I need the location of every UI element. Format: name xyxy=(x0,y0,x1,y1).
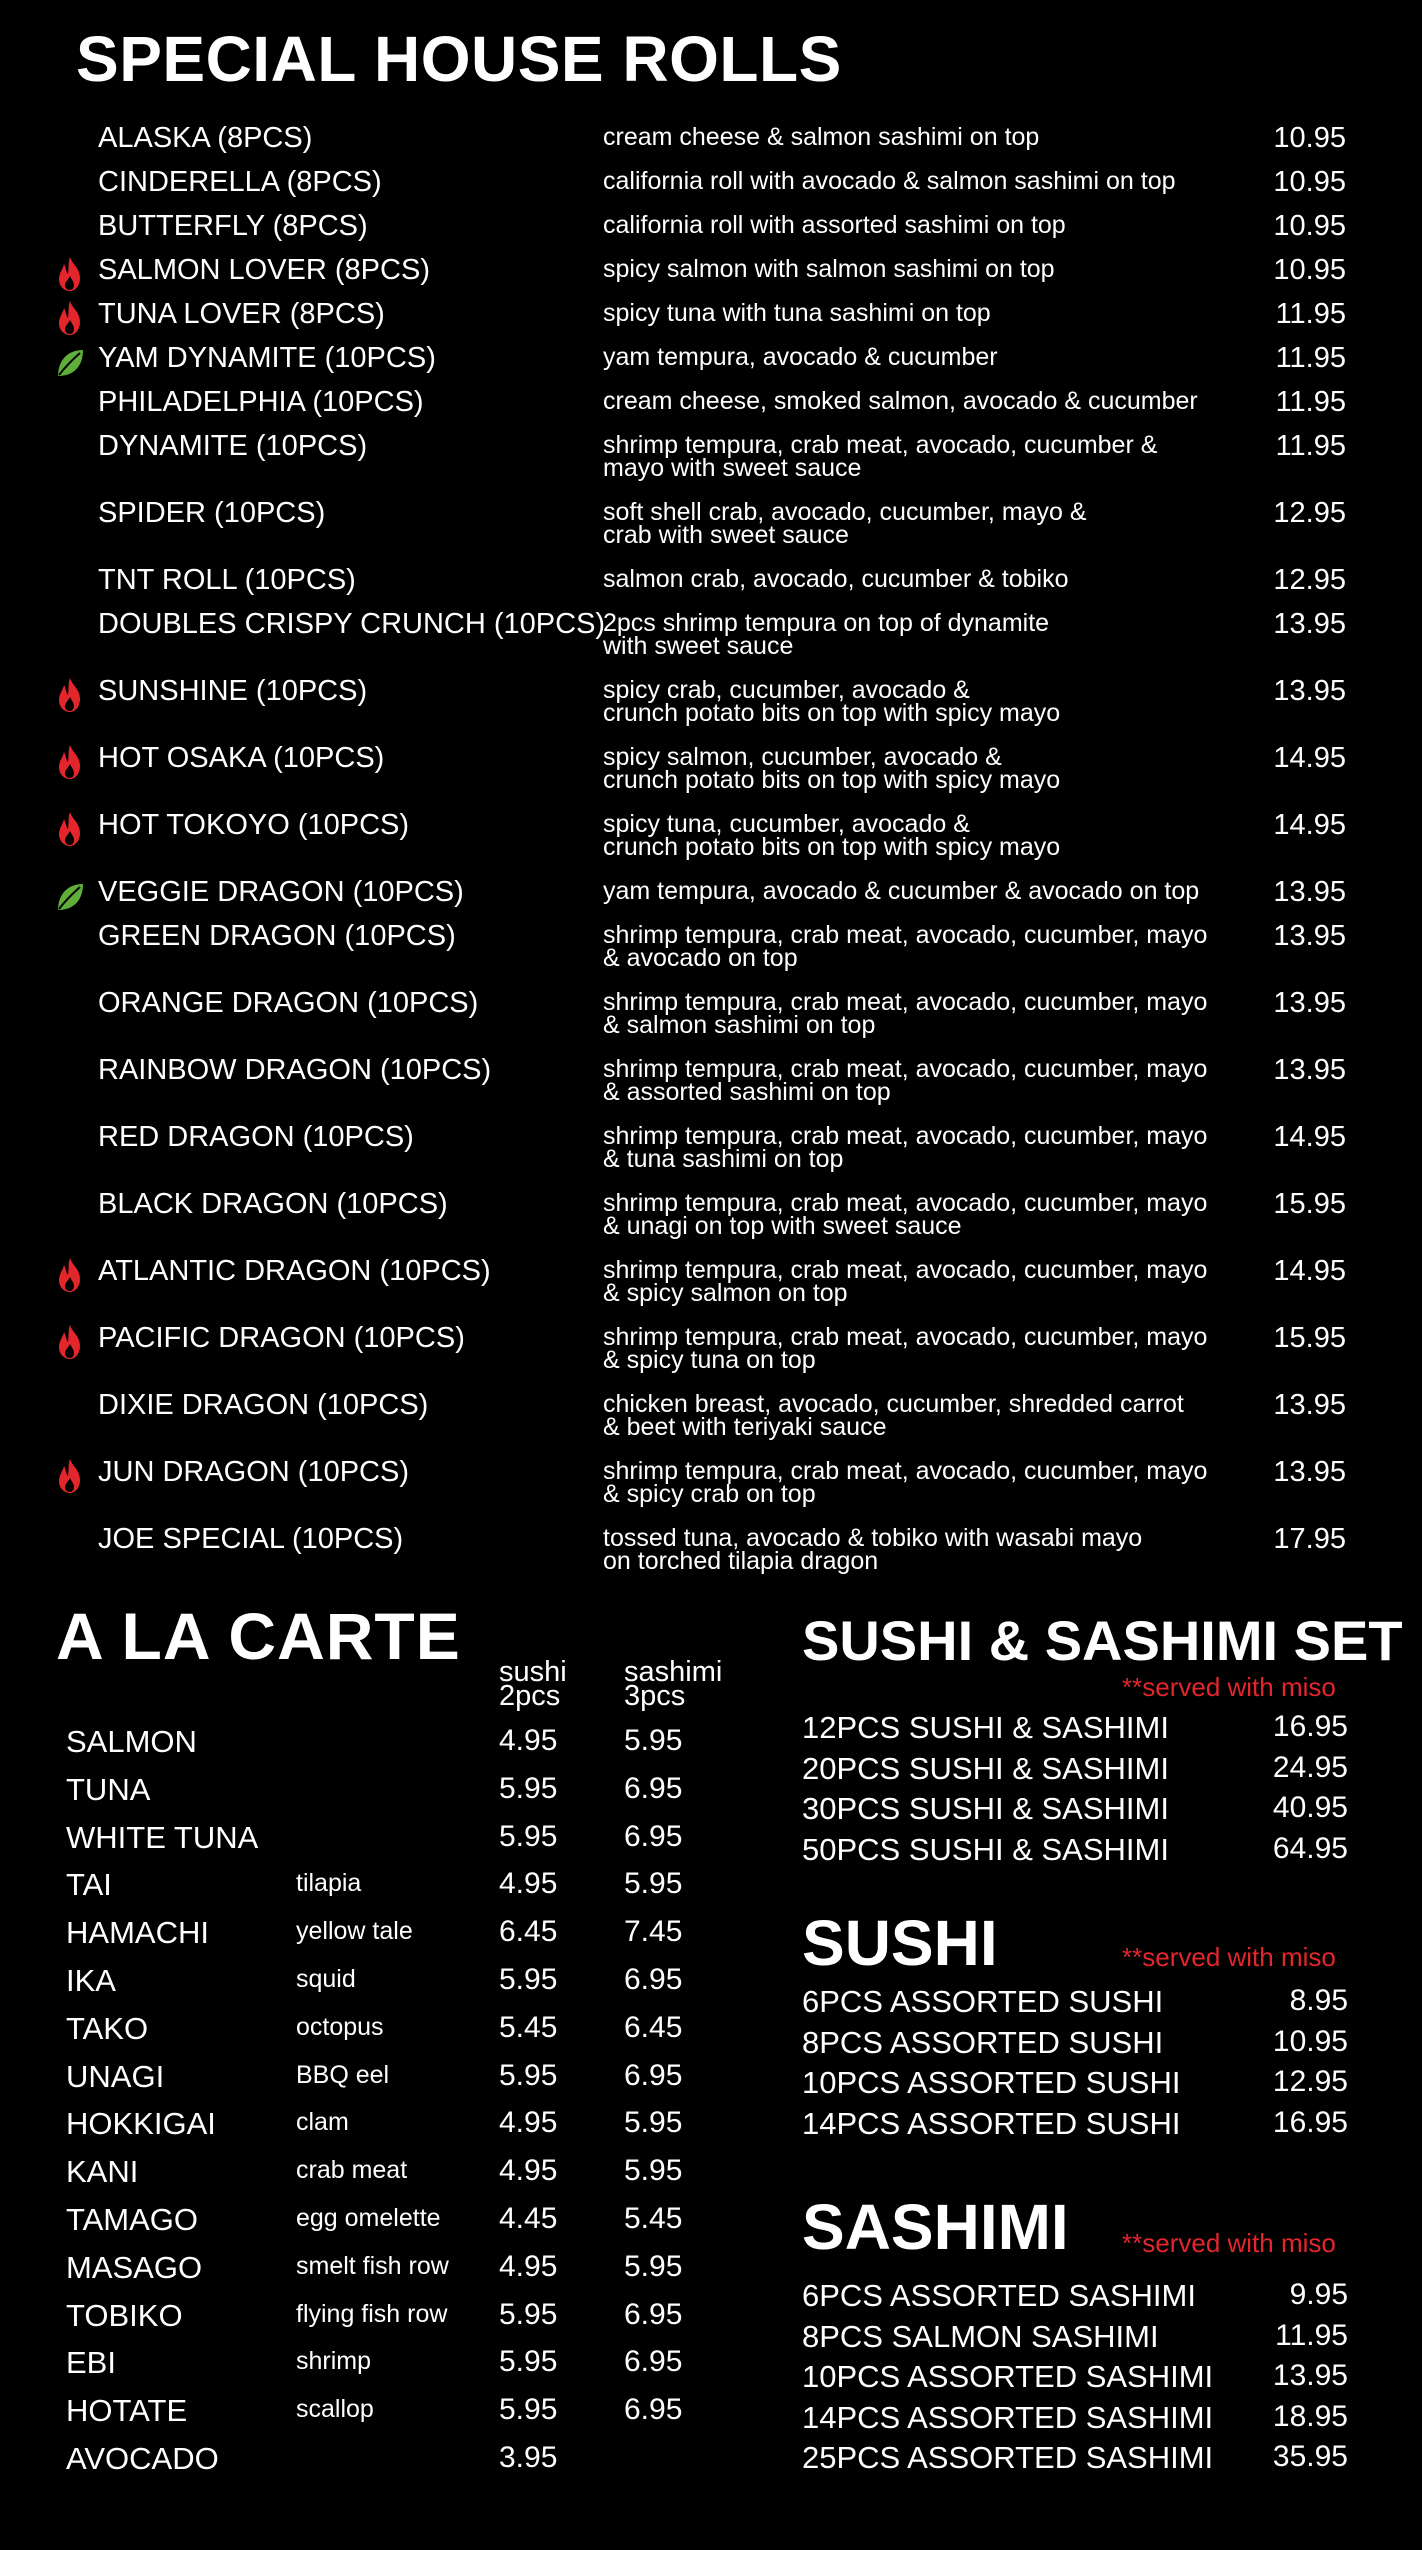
set-name: 10PCS ASSORTED SUSHI xyxy=(802,2065,1181,2100)
vegetarian-leaf-icon xyxy=(54,878,86,914)
set-price: 40.95 xyxy=(1272,1791,1348,1824)
a-la-carte-item xyxy=(0,2059,760,2099)
sashimi-price: 5.95 xyxy=(624,2106,683,2140)
sashimi-item xyxy=(802,2359,1362,2399)
sashimi-price: 5.45 xyxy=(624,2202,683,2235)
spicy-flame-icon xyxy=(54,1257,86,1293)
roll-price: 13.95 xyxy=(1273,876,1346,908)
roll-price: 10.95 xyxy=(1273,122,1346,154)
spicy-flame-icon xyxy=(54,256,86,292)
sashimi-title: SASHIMI xyxy=(802,2191,1069,2263)
roll-name: ORANGE DRAGON (10PCS) xyxy=(98,987,479,1019)
spicy-flame-icon xyxy=(54,744,86,780)
roll-description: shrimp tempura, crab meat, avocado, cucumber, mayo & tuna sashimi on top xyxy=(603,1122,1208,1173)
sushi-item xyxy=(802,2065,1362,2105)
roll-name: BLACK DRAGON (10PCS) xyxy=(98,1188,448,1220)
set-price: 35.95 xyxy=(1272,2440,1348,2473)
a-la-carte-item xyxy=(0,2154,760,2194)
sashimi-price: 6.95 xyxy=(624,1963,683,1996)
sushi-price: 5.95 xyxy=(499,2297,558,2331)
set-price: 13.95 xyxy=(1272,2359,1348,2392)
item-translation: smelt fish row xyxy=(296,2251,449,2280)
item-translation: crab meat xyxy=(296,2156,408,2185)
sashimi-price: 6.95 xyxy=(624,2393,683,2427)
sashimi-price: 6.95 xyxy=(624,2297,683,2331)
roll-price: 11.95 xyxy=(1275,386,1346,418)
set-name: 14PCS ASSORTED SUSHI xyxy=(802,2105,1181,2141)
sushi-price: 5.95 xyxy=(499,1771,558,1805)
item-translation: egg omelette xyxy=(296,2204,441,2232)
roll-description: shrimp tempura, crab meat, avocado, cucumber, mayo & spicy salmon on top xyxy=(603,1256,1208,1307)
spicy-flame-icon xyxy=(54,811,86,847)
roll-description: shrimp tempura, crab meat, avocado, cucumber, mayo & salmon sashimi on top xyxy=(603,988,1208,1039)
item-translation: flying fish row xyxy=(296,2299,448,2328)
sushi-price: 4.95 xyxy=(499,2106,558,2140)
set-name: 6PCS ASSORTED SUSHI xyxy=(802,1984,1164,2019)
sushi-sashimi-set-item xyxy=(802,1791,1362,1831)
sashimi-price: 6.95 xyxy=(624,1771,683,1805)
roll-description: shrimp tempura, crab meat, avocado, cucumber, mayo & avocado on top xyxy=(603,921,1208,972)
sashimi-note: **served with miso xyxy=(1122,2228,1336,2258)
sushi-price: 4.95 xyxy=(499,2154,558,2188)
sushi-item xyxy=(802,1984,1362,2024)
set-price: 16.95 xyxy=(1272,1710,1348,1743)
roll-description: salmon crab, avocado, cucumber & tobiko xyxy=(603,565,1069,593)
item-translation: BBQ eel xyxy=(296,2060,390,2089)
set-name: 14PCS ASSORTED SASHIMI xyxy=(802,2399,1214,2435)
roll-price: 13.95 xyxy=(1273,1389,1346,1421)
roll-price: 11.95 xyxy=(1275,342,1346,374)
roll-description: shrimp tempura, crab meat, avocado, cucumber, mayo & assorted sashimi on top xyxy=(603,1055,1208,1106)
roll-name: JOE SPECIAL (10PCS) xyxy=(98,1523,404,1555)
roll-price: 14.95 xyxy=(1273,742,1346,774)
a-la-carte-item xyxy=(0,2250,760,2290)
sushi-price: 5.95 xyxy=(499,1963,558,1996)
item-name: HOTATE xyxy=(66,2393,188,2429)
roll-name: SALMON LOVER (8PCS) xyxy=(98,254,430,286)
spicy-flame-icon xyxy=(54,300,86,336)
item-name: UNAGI xyxy=(66,2058,165,2094)
set-name: 25PCS ASSORTED SASHIMI xyxy=(802,2440,1214,2475)
a-la-carte-item xyxy=(0,1724,760,1764)
a-la-carte-item xyxy=(0,2202,760,2242)
sashimi-item xyxy=(802,2278,1362,2318)
sushi-price: 5.95 xyxy=(499,2058,558,2092)
special-house-rolls-title: SPECIAL HOUSE ROLLS xyxy=(76,23,842,95)
set-price: 16.95 xyxy=(1272,2105,1348,2139)
set-price: 11.95 xyxy=(1275,2318,1348,2352)
sushi-sashimi-set-item xyxy=(802,1710,1362,1750)
sushi-price: 4.95 xyxy=(499,1724,558,1757)
roll-description: tossed tuna, avocado & tobiko with wasabi mayo on torched tilapia dragon xyxy=(603,1524,1143,1575)
roll-name: HOT TOKOYO (10PCS) xyxy=(98,809,410,841)
roll-price: 13.95 xyxy=(1273,987,1346,1019)
roll-price: 12.95 xyxy=(1273,564,1346,596)
roll-name: RED DRAGON (10PCS) xyxy=(98,1121,414,1153)
a-la-carte-item xyxy=(0,2393,760,2433)
a-la-carte-item xyxy=(0,1820,760,1860)
set-price: 24.95 xyxy=(1272,1750,1348,1784)
roll-name: ATLANTIC DRAGON (10PCS) xyxy=(98,1255,491,1287)
item-name: SALMON xyxy=(66,1724,197,1759)
roll-price: 13.95 xyxy=(1273,675,1346,707)
roll-price: 14.95 xyxy=(1273,1121,1346,1153)
item-name: TAI xyxy=(66,1867,112,1903)
item-name: AVOCADO xyxy=(66,2441,219,2476)
item-translation: tilapia xyxy=(296,1869,362,1898)
item-translation: octopus xyxy=(296,2012,384,2041)
sushi-price: 5.45 xyxy=(499,2010,558,2044)
item-name: TAMAGO xyxy=(66,2202,199,2237)
roll-name: JUN DRAGON (10PCS) xyxy=(98,1456,409,1488)
sushi-price: 3.95 xyxy=(499,2441,558,2474)
item-name: TUNA xyxy=(66,1771,151,1807)
spicy-flame-icon xyxy=(54,677,86,713)
roll-description: soft shell crab, avocado, cucumber, mayo & crab with sweet sauce xyxy=(603,498,1087,549)
item-name: WHITE TUNA xyxy=(66,1819,259,1855)
roll-price: 17.95 xyxy=(1273,1523,1346,1555)
a-la-carte-item xyxy=(0,1915,760,1955)
sushi-price: 5.95 xyxy=(499,2345,558,2379)
item-name: IKA xyxy=(66,1963,116,1998)
roll-name: GREEN DRAGON (10PCS) xyxy=(98,920,456,952)
set-price: 10.95 xyxy=(1272,2024,1348,2058)
roll-description: california roll with assorted sashimi on top xyxy=(603,211,1066,239)
roll-description: spicy crab, cucumber, avocado & crunch potato bits on top with spicy mayo xyxy=(603,676,1061,727)
set-name: 8PCS SALMON SASHIMI xyxy=(802,2318,1159,2354)
roll-name: TNT ROLL (10PCS) xyxy=(98,564,356,596)
roll-description: spicy salmon, cucumber, avocado & crunch potato bits on top with spicy mayo xyxy=(603,743,1061,794)
sushi-sashimi-set-note: **served with miso xyxy=(1122,1672,1336,1702)
set-price: 9.95 xyxy=(1289,2278,1348,2311)
roll-description: shrimp tempura, crab meat, avocado, cucumber, mayo & spicy tuna on top xyxy=(603,1323,1208,1374)
sushi-sashimi-set-item xyxy=(802,1832,1362,1872)
roll-price: 10.95 xyxy=(1273,254,1346,286)
roll-description: shrimp tempura, crab meat, avocado, cucumber & mayo with sweet sauce xyxy=(603,431,1158,482)
sushi-item xyxy=(802,2025,1362,2065)
roll-price: 13.95 xyxy=(1273,920,1346,952)
roll-name: BUTTERFLY (8PCS) xyxy=(98,210,368,242)
a-la-carte-item xyxy=(0,2106,760,2146)
a-la-carte-item xyxy=(0,2441,760,2481)
sashimi-price: 6.95 xyxy=(624,1819,683,1853)
sashimi-item xyxy=(802,2440,1362,2480)
set-price: 18.95 xyxy=(1272,2399,1348,2433)
set-name: 6PCS ASSORTED SASHIMI xyxy=(802,2278,1196,2313)
sashimi-item xyxy=(802,2319,1362,2359)
item-name: KANI xyxy=(66,2154,139,2190)
sushi-price: 6.45 xyxy=(499,1915,558,1949)
sushi-price: 4.95 xyxy=(499,1867,558,1901)
roll-description: california roll with avocado & salmon sashimi on top xyxy=(603,167,1176,195)
item-translation: clam xyxy=(296,2108,349,2137)
roll-description: chicken breast, avocado, cucumber, shredded carrot & beet with teriyaki sauce xyxy=(603,1390,1184,1441)
roll-name: VEGGIE DRAGON (10PCS) xyxy=(98,876,464,908)
sashimi-price: 5.95 xyxy=(624,1724,683,1757)
item-name: TOBIKO xyxy=(66,2297,183,2333)
roll-description: yam tempura, avocado & cucumber & avocado on top xyxy=(603,877,1200,905)
item-name: HOKKIGAI xyxy=(66,2106,216,2142)
sushi-title: SUSHI xyxy=(802,1907,998,1979)
roll-name: DOUBLES CRISPY CRUNCH (10PCS) xyxy=(98,608,606,640)
item-translation: squid xyxy=(296,1965,356,1993)
roll-name: TUNA LOVER (8PCS) xyxy=(98,298,385,330)
item-translation: shrimp xyxy=(296,2347,372,2376)
sushi-sashimi-set-item xyxy=(802,1751,1362,1791)
a-la-carte-title: A LA CARTE xyxy=(56,1599,461,1673)
roll-description: 2pcs shrimp tempura on top of dynamite with sweet sauce xyxy=(603,609,1050,660)
roll-description: shrimp tempura, crab meat, avocado, cucumber, mayo & spicy crab on top xyxy=(603,1457,1208,1508)
set-name: 20PCS SUSHI & SASHIMI xyxy=(802,1750,1169,1786)
sashimi-item xyxy=(802,2400,1362,2440)
roll-name: PHILADELPHIA (10PCS) xyxy=(98,386,424,418)
roll-name: SUNSHINE (10PCS) xyxy=(98,675,368,707)
roll-price: 14.95 xyxy=(1273,809,1346,841)
roll-description: yam tempura, avocado & cucumber xyxy=(603,343,998,371)
set-price: 8.95 xyxy=(1289,1984,1348,2017)
roll-price: 15.95 xyxy=(1273,1322,1346,1354)
sushi-price: 5.95 xyxy=(499,1819,558,1853)
set-price: 12.95 xyxy=(1272,2065,1348,2098)
roll-name: ALASKA (8PCS) xyxy=(98,122,313,154)
a-la-carte-item xyxy=(0,1867,760,1907)
set-name: 50PCS SUSHI & SASHIMI xyxy=(802,1831,1169,1867)
roll-name: RAINBOW DRAGON (10PCS) xyxy=(98,1054,492,1086)
roll-name: SPIDER (10PCS) xyxy=(98,497,326,529)
a-la-carte-item xyxy=(0,2345,760,2385)
roll-price: 13.95 xyxy=(1273,1456,1346,1488)
roll-price: 15.95 xyxy=(1273,1188,1346,1220)
set-price: 64.95 xyxy=(1272,1831,1348,1865)
roll-price: 11.95 xyxy=(1275,298,1346,330)
roll-name: DIXIE DRAGON (10PCS) xyxy=(98,1389,429,1421)
set-name: 8PCS ASSORTED SUSHI xyxy=(802,2024,1164,2060)
item-name: HAMACHI xyxy=(66,1915,209,1951)
sashimi-price: 5.95 xyxy=(624,2249,683,2283)
a-la-carte-item xyxy=(0,2298,760,2338)
roll-price: 11.95 xyxy=(1275,430,1346,462)
item-translation: scallop xyxy=(296,2395,374,2424)
roll-price: 13.95 xyxy=(1273,608,1346,640)
vegetarian-leaf-icon xyxy=(54,344,86,380)
roll-description: spicy salmon with salmon sashimi on top xyxy=(603,255,1055,283)
sashimi-price: 5.95 xyxy=(624,1867,683,1901)
roll-price: 14.95 xyxy=(1273,1255,1346,1287)
sushi-sashimi-set-title: SUSHI & SASHIMI SET xyxy=(802,1609,1403,1672)
roll-price: 10.95 xyxy=(1273,210,1346,242)
sushi-note: **served with miso xyxy=(1122,1942,1336,1972)
item-name: MASAGO xyxy=(66,2249,203,2285)
sushi-price: 4.45 xyxy=(499,2202,558,2235)
spicy-flame-icon xyxy=(54,1324,86,1360)
roll-price: 12.95 xyxy=(1273,497,1346,529)
roll-name: CINDERELLA (8PCS) xyxy=(98,166,382,198)
roll-name: HOT OSAKA (10PCS) xyxy=(98,742,385,774)
roll-name: DYNAMITE (10PCS) xyxy=(98,430,368,462)
sushi-price: 4.95 xyxy=(499,2249,558,2283)
item-translation: yellow tale xyxy=(296,1917,413,1946)
sushi-item xyxy=(802,2106,1362,2146)
roll-price: 10.95 xyxy=(1273,166,1346,198)
roll-name: PACIFIC DRAGON (10PCS) xyxy=(98,1322,465,1354)
roll-description: cream cheese & salmon sashimi on top xyxy=(603,123,1040,151)
roll-price: 13.95 xyxy=(1273,1054,1346,1086)
set-name: 10PCS ASSORTED SASHIMI xyxy=(802,2359,1214,2394)
sashimi-price: 7.45 xyxy=(624,1915,683,1949)
a-la-carte-item xyxy=(0,1963,760,2003)
item-name: EBI xyxy=(66,2345,116,2381)
a-la-carte-item xyxy=(0,1772,760,1812)
sushi-price: 5.95 xyxy=(499,2393,558,2427)
roll-description: spicy tuna, cucumber, avocado & crunch potato bits on top with spicy mayo xyxy=(603,810,1061,861)
set-name: 30PCS SUSHI & SASHIMI xyxy=(802,1791,1169,1826)
sashimi-price: 5.95 xyxy=(624,2154,683,2188)
spicy-flame-icon xyxy=(54,1458,86,1494)
set-name: 12PCS SUSHI & SASHIMI xyxy=(802,1710,1169,1745)
sashimi-column-header: sashimi 3pcs xyxy=(624,1656,723,1712)
roll-name: YAM DYNAMITE (10PCS) xyxy=(98,342,436,374)
sashimi-price: 6.95 xyxy=(624,2345,683,2379)
sashimi-price: 6.45 xyxy=(624,2010,683,2044)
roll-description: spicy tuna with tuna sashimi on top xyxy=(603,299,991,327)
sushi-column-header: sushi 2pcs xyxy=(499,1656,567,1712)
roll-description: cream cheese, smoked salmon, avocado & cucumber xyxy=(603,387,1198,415)
sashimi-price: 6.95 xyxy=(624,2058,683,2092)
a-la-carte-item xyxy=(0,2011,760,2051)
item-name: TAKO xyxy=(66,2010,149,2046)
roll-description: shrimp tempura, crab meat, avocado, cucumber, mayo & unagi on top with sweet sauce xyxy=(603,1189,1208,1240)
